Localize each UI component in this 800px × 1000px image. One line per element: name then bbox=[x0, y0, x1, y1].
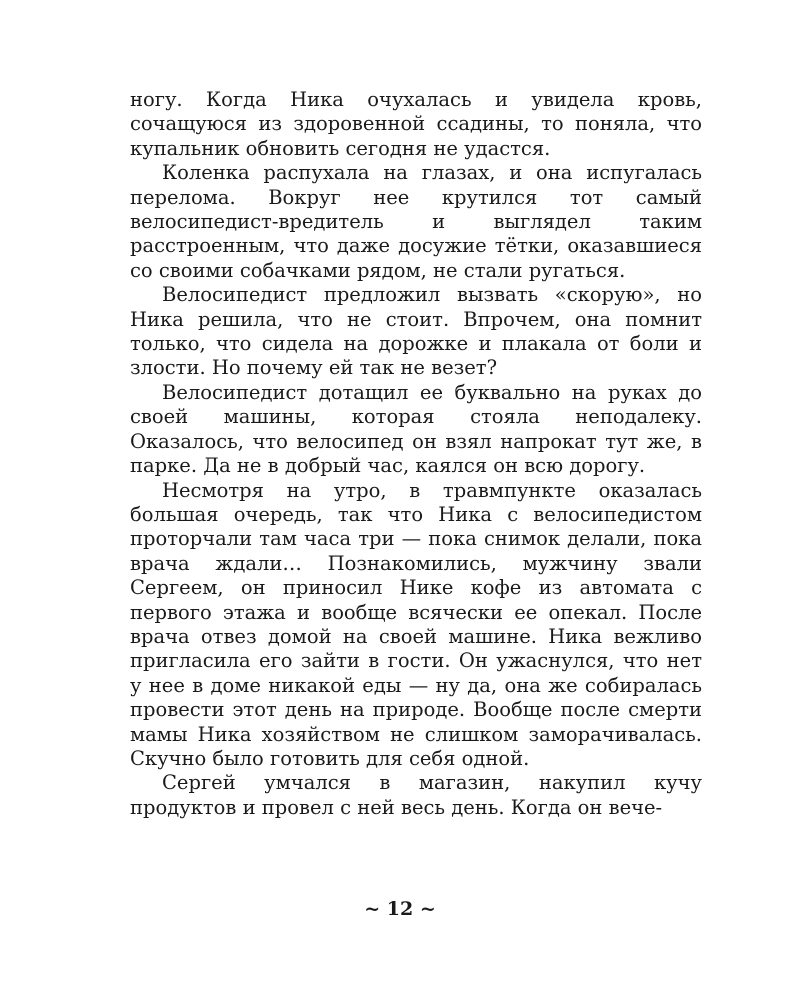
paragraph-3: Велосипедист предложил вызвать «скорую», но Ника решила, что не стоит. Впрочем, она помнит только, что сидела на дорожке и плакала от боли и злости. Но почему ей так не везет? bbox=[130, 283, 702, 380]
page-number: ~ 12 ~ bbox=[364, 898, 436, 920]
paragraph-4: Велосипедист дотащил ее буквально на руках до своей машины, которая стояла неподалеку. Оказалось, что велосипед он взял напрокат тут же, в парке. Да не в добрый час, каялся он всю дорогу. bbox=[130, 380, 702, 478]
paragraph-5: Несмотря на утро, в травмпункте оказалась большая очередь, так что Ника с велосипедистом проторчали там часа три — пока снимок делали, пока врача ждали… Познакомились, мужчину звали Сергеем, он приносил Нике кофе из автомата с первого этажа и вообще всячески ее опекал. После врача отвез домой на своей машине. Ника вежливо пригласила его зайти в гости. Он ужаснулся, что нет у нее в доме никакой еды — ну да, она же собиралась провести этот день на природе. Вообще после смерти мамы Ника хозяйством не слишком заморачивалась. Скучно было готовить для себя одной. bbox=[130, 478, 702, 770]
body-text bbox=[130, 88, 702, 820]
paragraph-2: Коленка распухала на глазах, и она испугалась перелома. Вокруг нее крутился тот самый велосипедист-вредитель и выглядел таким расстроенным, что даже досужие тётки, оказавшиеся со своими собачками рядом, не стали ругаться. bbox=[130, 161, 702, 282]
paragraph-6: Сергей умчался в магазин, накупил кучу продуктов и провел с ней весь день. Когда он вече- bbox=[130, 771, 702, 819]
paragraph-1: ногу. Когда Ника очухалась и увидела кровь, сочащуюся из здоровенной ссадины, то поняла, что купальник обновить сегодня не удастся. bbox=[130, 88, 702, 160]
